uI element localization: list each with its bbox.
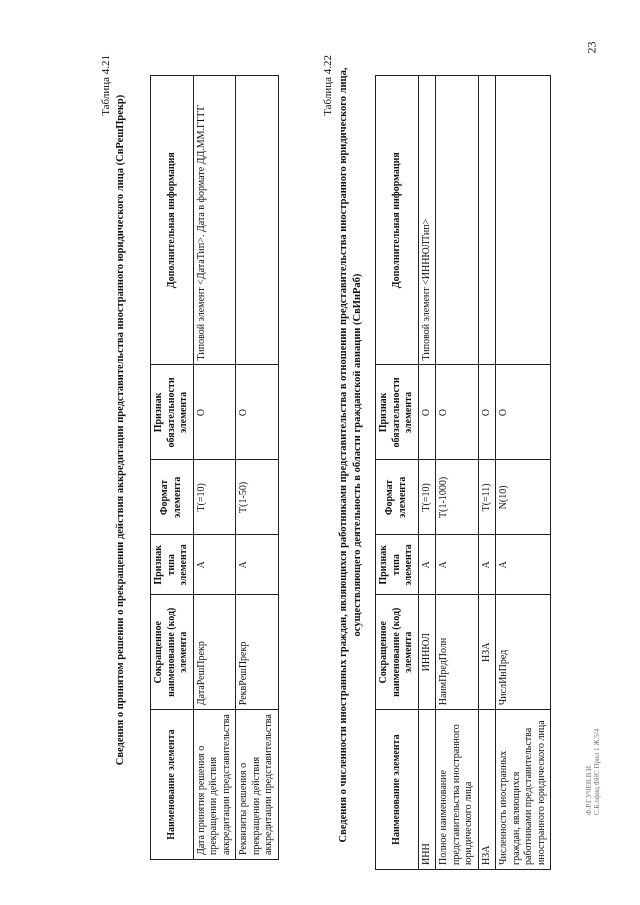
cell-name: Численность иностранных граждан, являющихся работниками представительства иностранного юридического лица bbox=[496, 710, 551, 870]
col-header-info: Дополнительная информация bbox=[376, 76, 419, 365]
cell-code: ДатаРешПрекр bbox=[193, 595, 236, 710]
cell-type: А bbox=[496, 535, 551, 595]
cell-type: А bbox=[193, 535, 236, 595]
col-header-type: Признак типа элемента bbox=[376, 535, 419, 595]
col-header-required: Признак обязательности элемента bbox=[151, 365, 194, 460]
table-4-21-number: Таблица 4.21 bbox=[100, 55, 112, 116]
stamp-line: Ф.Р.Г.УЧЕН.В.И. bbox=[585, 764, 593, 815]
cell-required: О bbox=[193, 365, 236, 460]
table-4-22-header-row bbox=[376, 76, 419, 870]
cell-required: О bbox=[418, 365, 436, 460]
cell-type: А bbox=[418, 535, 436, 595]
cell-format: T(=10) bbox=[193, 460, 236, 535]
table-4-21-header-row bbox=[151, 76, 194, 860]
col-header-name: Наименование элемента bbox=[151, 710, 194, 860]
cell-info bbox=[436, 76, 479, 365]
table-row bbox=[193, 76, 236, 860]
cell-code: ЧислИнПред bbox=[496, 595, 551, 710]
cell-info: Типовой элемент <ДатаТип>. Дата в формате ДД.ММ.ГГГГ bbox=[193, 76, 236, 365]
registration-stamp bbox=[585, 595, 602, 815]
table-row bbox=[436, 76, 479, 870]
cell-info bbox=[496, 76, 551, 365]
cell-name: НЗА bbox=[478, 710, 496, 870]
cell-format: T(=10) bbox=[418, 460, 436, 535]
table-row bbox=[478, 76, 496, 870]
cell-name: ИНН bbox=[418, 710, 436, 870]
cell-name: Реквизиты решения о прекращении действия аккредитации представительства bbox=[236, 710, 279, 860]
col-header-format: Формат элемента bbox=[151, 460, 194, 535]
col-header-code: Сокращенное наименование (код) элемента bbox=[151, 595, 194, 710]
table-row bbox=[418, 76, 436, 870]
table-row bbox=[236, 76, 279, 860]
cell-info bbox=[478, 76, 496, 365]
cell-code: НЗА bbox=[478, 595, 496, 710]
cell-format: T(=11) bbox=[478, 460, 496, 535]
table-4-22-caption: Сведения о численности иностранных граждан, являющихся работниками представительства в отношении представительства иностранного юридического лица, осуществляющего деятельность в области гражданской авиации (СвИнРаб) bbox=[338, 67, 363, 843]
cell-required: О bbox=[496, 365, 551, 460]
cell-name: Полное наименование представительства иностранного юридического лица bbox=[436, 710, 479, 870]
cell-type: А bbox=[236, 535, 279, 595]
cell-type: А bbox=[478, 535, 496, 595]
table-4-21-caption: Сведения о принятом решении о прекращении действия аккредитации представительства иностранного юридического лица (СвРешПрекр) bbox=[115, 94, 126, 766]
col-header-format: Формат элемента bbox=[376, 460, 419, 535]
cell-info bbox=[236, 76, 279, 365]
cell-format: T(1-50) bbox=[236, 460, 279, 535]
col-header-info: Дополнительная информация bbox=[151, 76, 194, 365]
cell-required: О bbox=[436, 365, 479, 460]
cell-required: О bbox=[236, 365, 279, 460]
cell-code: РеквРешПрекр bbox=[236, 595, 279, 710]
col-header-required: Признак обязательности элемента bbox=[376, 365, 419, 460]
cell-name: Дата принятия решения о прекращении действия аккредитации представительства bbox=[193, 710, 236, 860]
cell-format: N(10) bbox=[496, 460, 551, 535]
table-4-21 bbox=[150, 75, 279, 860]
col-header-type: Признак типа элемента bbox=[151, 535, 194, 595]
cell-info: Типовой элемент <ИННЮЛТип> bbox=[418, 76, 436, 365]
cell-code: НаимПредПолн bbox=[436, 595, 479, 710]
table-4-22-number: Таблица 4.22 bbox=[322, 55, 334, 116]
cell-format: T(1-1000) bbox=[436, 460, 479, 535]
cell-required: О bbox=[478, 365, 496, 460]
table-4-22 bbox=[375, 75, 551, 870]
table-row bbox=[496, 76, 551, 870]
page-number: 23 bbox=[584, 41, 599, 54]
col-header-name: Наименование элемента bbox=[376, 710, 419, 870]
col-header-code: Сокращенное наименование (код) элемента bbox=[376, 595, 419, 710]
stamp-line: С.Б.офиц.ФНС Прил 1 Ж.5/4 bbox=[593, 728, 602, 815]
cell-code: ИННЮЛ bbox=[418, 595, 436, 710]
cell-type: А bbox=[436, 535, 479, 595]
